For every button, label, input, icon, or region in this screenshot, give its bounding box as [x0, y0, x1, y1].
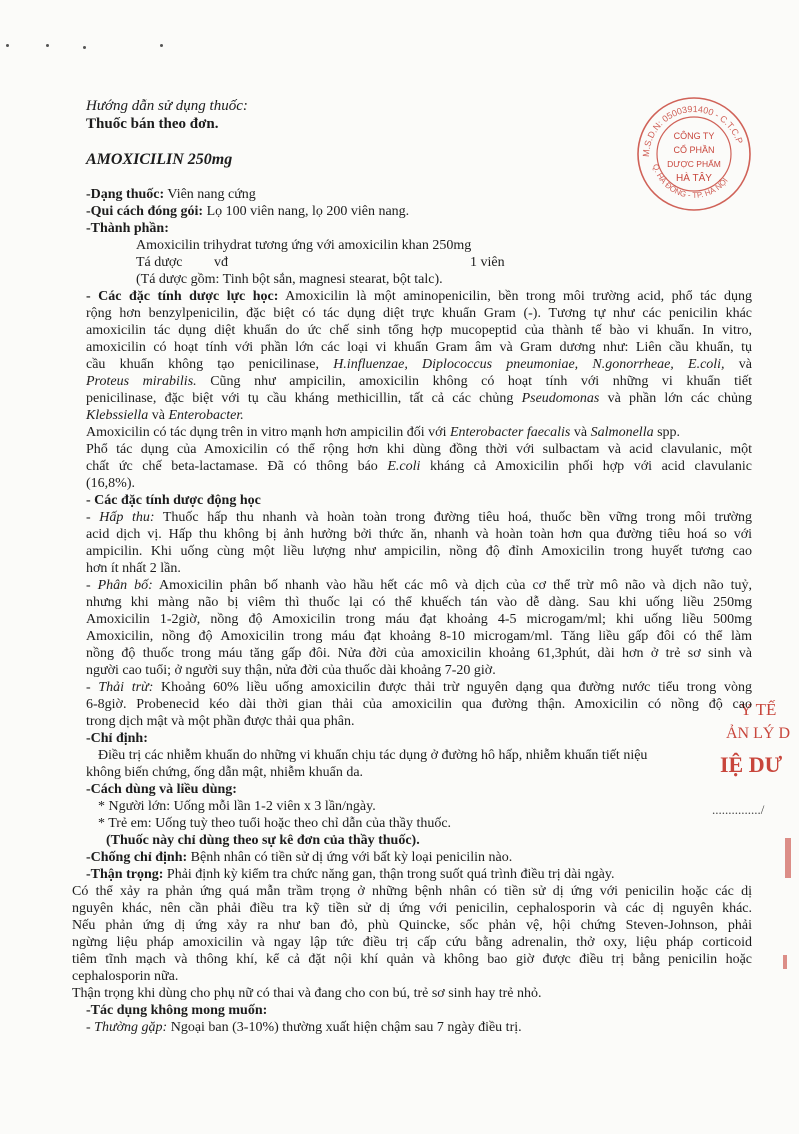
composition-row-2: [86, 254, 752, 271]
precautions-line-4: ngừng liệu pháp amoxicilin và ngay lập tức điều trị cấp cứu bằng adrenalin, thở oxy, liệu pháp corticoid: [72, 935, 752, 950]
pharmacodynamics-line-2: rộng hơn benzylpenicilin, đặc biệt có tác dụng diệt trực khuẩn Gram (-). Tương tự như các penicilin khác: [86, 306, 752, 321]
contraindications-value: Bệnh nhân có tiền sử dị ứng với bất kỳ loại penicilin nào.: [187, 850, 513, 865]
red-margin-mark: [785, 838, 791, 878]
pharmacodynamics-line-7: penicilinase, đặc biệt với tụ cầu kháng methicillin, tất cả các chủng Pseudomonas và phần lớn các chủng: [86, 391, 752, 406]
distribution-line-1: - Phân bố: Amoxicilin phân bố nhanh vào hầu hết các mô và dịch của cơ thể trừ mô não và dịch não tuỷ,: [86, 578, 752, 593]
elimination-line-3: trong dịch mật và một phần được thải qua phân.: [86, 714, 355, 729]
absorption-line-3: ampicilin. Khi uống cùng một liều lượng như ampicilin, nồng độ đỉnh Amoxicilin trong huyết tương cao: [86, 544, 752, 559]
excipient-qs: vđ: [214, 255, 228, 270]
side-effects-common-label: - Thường gặp:: [86, 1020, 168, 1035]
side-effects-label: -Tác dụng không mong muốn:: [86, 1003, 268, 1018]
leaflet-text: [72, 98, 752, 1036]
precautions-line-5: tiêm tĩnh mạch và thông khí, kể cả đặt nội khí quản và không bao giờ được điều trị bằng penicilin hoặc: [72, 952, 752, 967]
stamp-bottom-text: Q. HÀ ĐÔNG - TP. HÀ NỘI: [650, 162, 730, 200]
excipient-amount: 1 viên: [470, 255, 505, 270]
pharmacodynamics-line-8: Klebssiella và Enterobacter.: [86, 408, 244, 423]
absorption-line-1: - Hấp thu: Thuốc hấp thu nhanh và hoàn toàn trong đường tiêu hoá, thuốc bền vững trong môi trường: [86, 510, 752, 525]
pharmacodynamics-line-3: amoxicilin tác dụng diệt khuẩn do ức chế sinh tổng hợp mucopeptid của thành tế bào vi khuẩn. In vitro,: [86, 323, 752, 338]
indications-label: -Chỉ định:: [86, 731, 148, 746]
stamp-ring-text: M.S.D.N: 0500391400 - C.T.C.P: [640, 103, 745, 158]
pharmacodynamics-line-12: (16,8%).: [86, 476, 135, 491]
product-name: AMOXICILIN 250mg: [86, 151, 233, 168]
absorption-label: - Hấp thu:: [86, 510, 155, 525]
dosage-form-label: -Dạng thuốc:: [86, 187, 165, 202]
contraindications: [86, 849, 752, 866]
distribution-line-6: người cao tuổi; ở người suy thận, nửa đời của thuốc dài khoảng 7-20 giờ.: [86, 663, 496, 678]
indications-line-2: không biến chứng, ống dẫn mật, nhiễm khuẩn da.: [86, 765, 364, 780]
pharmacodynamics-line-11: chất ức chế beta-lactamase. Đã có thông báo E.coli kháng cả Amoxicilin phối hợp với acid clavulanic: [86, 459, 752, 474]
dosage-adult: * Người lớn: Uống mỗi lần 1-2 viên x 3 lần/ngày.: [98, 799, 376, 814]
packaging-value: Lọ 100 viên nang, lọ 200 viên nang.: [203, 204, 410, 219]
red-margin-mark: [783, 955, 787, 969]
precautions-line-0: -Thận trọng: Phải định kỳ kiểm tra chức năng gan, thận trong suốt quá trình điều trị dài ngày.: [86, 867, 615, 882]
precautions-line-3: Nếu phản ứng dị ứng xảy ra như ban đỏ, phù Quincke, sốc phản vệ, hội chứng Steven-Johnson, phải: [72, 918, 752, 933]
precautions-line-7: Thận trọng khi dùng cho phụ nữ có thai và đang cho con bú, trẻ sơ sinh hay trẻ nhỏ.: [72, 986, 542, 1001]
dosage-form: [86, 186, 752, 203]
pharmacodynamics-line-1: - Các đặc tính dược lực học: Amoxicilin là một aminopenicilin, bền trong môi trường acid, phổ tác dụng: [86, 289, 752, 304]
prescription-only-note: (Thuốc này chỉ dùng theo sự kê đơn của thầy thuốc).: [106, 833, 420, 848]
side-stamp-line-3: IỆ DƯ: [720, 752, 783, 777]
pharmacodynamics-line-6: Proteus mirabilis. Cũng như ampicilin, amoxicilin không có hoạt tính với những vi khuẩn tiết: [86, 374, 752, 389]
side-effects-common-value: Ngoại ban (3-10%) thường xuất hiện chậm sau 7 ngày điều trị.: [167, 1020, 522, 1035]
prescription-note: Thuốc bán theo đơn.: [86, 116, 219, 132]
composition-row-1: Amoxicilin trihydrat tương ứng với amoxicilin khan 250mg: [136, 238, 472, 253]
precautions-line-6: cephalosporin nữa.: [72, 969, 179, 984]
elimination-label: - Thải trừ:: [86, 680, 154, 695]
dosage-child: * Trẻ em: Uống tuỳ theo tuổi hoặc theo chỉ dẫn của thầy thuốc.: [98, 816, 452, 831]
composition-label: -Thành phần:: [86, 221, 169, 236]
contraindications-label: -Chống chỉ định:: [86, 850, 188, 865]
side-stamp-dots: .............../: [712, 802, 765, 817]
elimination-line-1: - Thải trừ: Khoảng 60% liều uống amoxicilin được thải trừ nguyên dạng qua đường nước tiểu trong vòng: [86, 680, 752, 695]
side-effects-common: [86, 1019, 752, 1036]
side-stamp-line-1: Y TẾ: [740, 700, 777, 719]
stamp-line-4: HÀ TÂY: [676, 173, 712, 184]
pharmacodynamics-line-10: Phổ tác dụng của Amoxicilin có thể rộng hơn khi dùng đồng thời với sulbactam và acid clavulanic, một: [86, 442, 752, 457]
dosage-label: -Cách dùng và liều dùng:: [86, 782, 237, 797]
guide-title: Hướng dẫn sử dụng thuốc:: [86, 98, 248, 114]
distribution-line-4: Amoxicilin, nồng độ Amoxicilin trong máu đạt khoảng 8-10 microgam/ml. Tăng liều gấp đôi có thể làm: [86, 629, 752, 644]
pharmacodynamics-line-4: amoxicilin có hoạt tính với phần lớn các loại vi khuẩn Gram âm và Gram dương như: Liên cầu khuẩn, tụ: [86, 340, 752, 355]
distribution-line-2: nhưng khi màng não bị viêm thì thuốc lại có thể khuếch tán vào dễ dàng. Sau khi uống liều 250mg: [86, 595, 752, 610]
dosage-form-value: Viên nang cứng: [164, 187, 256, 202]
distribution-label: - Phân bố:: [86, 578, 153, 593]
precautions-line-2: nguyên khác, nên cần phải điều tra kỹ tiền sử dị ứng với penicilin, cephalosporin và các dị nguyên khác.: [72, 901, 752, 916]
pharmacodynamics-line-9: Amoxicilin có tác dụng trên in vitro mạnh hơn ampicilin đối với Enterobacter faecalis và Salmonella spp.: [86, 425, 681, 440]
stamp-line-1: CÔNG TY: [673, 131, 715, 141]
packaging-label: -Qui cách đóng gói:: [86, 204, 204, 219]
composition-row-3: (Tá dược gồm: Tinh bột sắn, magnesi stearat, bột talc).: [136, 272, 443, 287]
pharmacodynamics-label: - Các đặc tính dược lực học:: [86, 289, 279, 304]
elimination-line-2: 6-8giờ. Probenecid kéo dài thời gian thải của amoxicilin qua đường thận. Amoxicilin có nồng độ cao: [86, 697, 752, 712]
packaging: [86, 203, 752, 220]
stamp-line-3: DƯỢC PHẨM: [667, 159, 721, 169]
distribution-line-5: nồng độ thuốc trong máu tăng gấp đôi. Nửa đời của amoxicilin khoảng 61,3phút, dài hơn ở trẻ sơ sinh và: [86, 646, 752, 661]
side-stamp-line-2: ẢN LÝ D: [726, 725, 790, 742]
stamp-line-2: CỔ PHẦN: [673, 145, 715, 155]
precautions-line-1: Có thể xảy ra phản ứng quá mẫn trầm trọng ở những bệnh nhân có tiền sử dị ứng với penicilin hoặc các dị: [72, 884, 752, 899]
absorption-line-2: acid dịch vị. Hấp thu không bị ảnh hưởng bởi thức ăn, nhanh và hoàn toàn hơn qua đường tiêu hoá so với: [86, 527, 752, 542]
precautions-label: -Thận trọng:: [86, 867, 164, 882]
distribution-line-3: Amoxicilin 1-2giờ, nồng độ Amoxicilin trong máu đạt khoảng 4-5 microgam/ml; khi uống liều 500mg: [86, 612, 752, 627]
indications-line-1: Điều trị các nhiễm khuẩn do những vi khuẩn chịu tác dụng ở đường hô hấp, nhiễm khuẩn tiết niệu: [98, 748, 648, 763]
pharmacodynamics-line-5: cầu khuẩn không tạo penicilinase, H.influenzae, Diplococcus pneumoniae, N.gonorrheae, E.coli, và: [86, 357, 752, 372]
absorption-line-4: hơn ít nhất 2 lần.: [86, 561, 181, 576]
excipient-label: Tá dược: [136, 255, 183, 270]
pharmacokinetics-label: - Các đặc tính dược động học: [86, 493, 261, 508]
